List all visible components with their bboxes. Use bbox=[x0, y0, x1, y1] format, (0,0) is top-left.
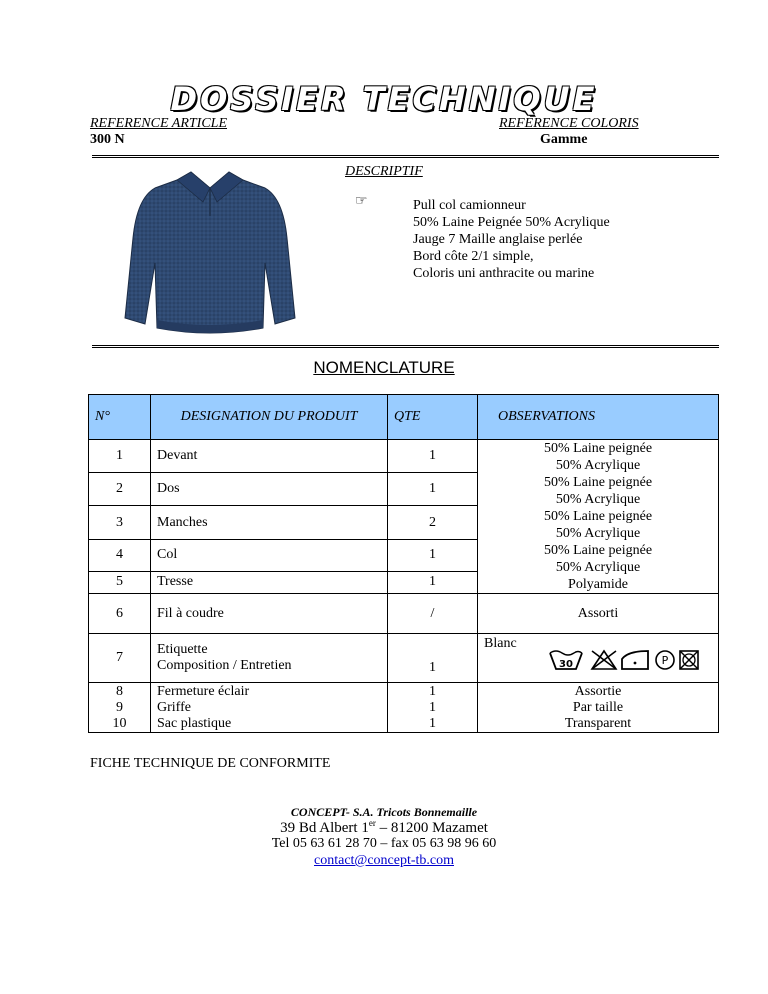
cell-qte: 1 bbox=[429, 699, 436, 715]
obs-line: 50% Laine peignée bbox=[543, 475, 653, 490]
obs-line: 50% Laine peignée bbox=[543, 509, 653, 524]
table-row bbox=[89, 440, 719, 473]
cell-designation: Sac plastique bbox=[157, 715, 232, 731]
sweater-image bbox=[115, 168, 305, 338]
nomenclature-table bbox=[88, 394, 719, 733]
svg-text:P: P bbox=[661, 654, 669, 667]
cell-num: 7 bbox=[89, 634, 151, 683]
table-header-row bbox=[89, 395, 719, 440]
obs-line: Polyamide bbox=[568, 577, 628, 592]
cell-designation: Manches bbox=[151, 506, 388, 539]
nomenclature-title: NOMENCLATURE bbox=[313, 358, 455, 377]
cell-observation: Assorti bbox=[478, 594, 719, 634]
cell-observation: Par taille bbox=[572, 699, 624, 715]
footer-phone: Tel 05 63 61 28 70 – fax 05 63 98 96 60 bbox=[271, 836, 497, 851]
cell-designation-group bbox=[151, 683, 388, 733]
top-divider bbox=[92, 155, 719, 158]
cell-observations-group bbox=[478, 440, 719, 594]
svg-text:30: 30 bbox=[559, 659, 573, 670]
iron-icon bbox=[622, 651, 648, 669]
cell-num: 9 bbox=[116, 699, 123, 715]
footer-company: CONCEPT- S.A. Tricots Bonnemaille bbox=[290, 805, 478, 819]
descriptif-line: Jauge 7 Maille anglaise perlée bbox=[413, 232, 583, 247]
no-tumble-dry-icon bbox=[680, 651, 698, 669]
middle-divider bbox=[92, 345, 719, 348]
cell-num: 8 bbox=[116, 683, 123, 699]
cell-qte: 1 bbox=[429, 683, 436, 699]
cell-designation: Griffe bbox=[157, 699, 191, 715]
cell-designation: Fermeture éclair bbox=[157, 683, 250, 699]
header-designation: DESIGNATION DU PRODUIT bbox=[151, 395, 388, 440]
pointing-hand-icon: ☞ bbox=[355, 193, 368, 209]
cell-designation: Devant bbox=[151, 440, 388, 473]
cell-num: 4 bbox=[89, 539, 151, 571]
cell-num: 2 bbox=[89, 473, 151, 506]
cell-qte: 1 bbox=[388, 440, 478, 473]
obs-line: 50% Laine peignée bbox=[543, 543, 653, 558]
descriptif-line: Coloris uni anthracite ou marine bbox=[413, 266, 595, 281]
address-sup: er bbox=[368, 818, 376, 828]
cell-qte: 1 bbox=[388, 473, 478, 506]
address-part: – 81200 Mazamet bbox=[375, 820, 488, 836]
cell-qte: 1 bbox=[388, 571, 478, 593]
cell-designation: Fil à coudre bbox=[151, 594, 388, 634]
designation-line: Composition / Entretien bbox=[157, 658, 292, 673]
ref-article-value: 300 N bbox=[90, 132, 125, 147]
table-row-group bbox=[89, 683, 719, 733]
cell-num: 6 bbox=[89, 594, 151, 634]
descriptif-label: DESCRIPTIF bbox=[345, 164, 423, 179]
header-num: N° bbox=[89, 395, 151, 440]
cell-num: 1 bbox=[89, 440, 151, 473]
cell-designation: Col bbox=[151, 539, 388, 571]
cell-observation: Assortie bbox=[574, 683, 622, 699]
designation-line: Etiquette bbox=[157, 642, 208, 657]
ref-coloris-value: Gamme bbox=[540, 132, 588, 147]
wash-30-icon bbox=[550, 651, 582, 670]
document-title: DOSSIER TECHNIQUE bbox=[170, 80, 598, 118]
cell-qte: / bbox=[388, 594, 478, 634]
header-qte: QTE bbox=[388, 395, 478, 440]
cell-designation bbox=[151, 634, 388, 683]
observation-blanc: Blanc bbox=[484, 636, 517, 651]
cell-qte: 1 bbox=[388, 634, 478, 683]
table-row bbox=[89, 594, 719, 634]
cell-observation: Transparent bbox=[564, 715, 632, 731]
dry-clean-p-icon bbox=[656, 651, 674, 669]
footer-email-link[interactable]: contact@concept-tb.com bbox=[314, 853, 454, 868]
cell-num-group bbox=[89, 683, 151, 733]
cell-qte: 2 bbox=[388, 506, 478, 539]
cell-qte: 1 bbox=[429, 715, 436, 731]
header-observations: OBSERVATIONS bbox=[478, 395, 719, 440]
cell-qte: 1 bbox=[388, 539, 478, 571]
obs-line: 50% Acrylique bbox=[555, 458, 641, 473]
address-part: 39 Bd Albert 1 bbox=[280, 820, 369, 836]
cell-designation: Dos bbox=[151, 473, 388, 506]
cell-num: 10 bbox=[112, 715, 127, 731]
cell-designation: Tresse bbox=[151, 571, 388, 593]
no-bleach-icon bbox=[592, 651, 616, 669]
descriptif-line: 50% Laine Peignée 50% Acrylique bbox=[413, 215, 610, 230]
descriptif-line: Bord côte 2/1 simple, bbox=[413, 249, 534, 264]
footer-address bbox=[0, 818, 768, 837]
obs-line: 50% Laine peignée bbox=[543, 441, 653, 456]
fiche-title: FICHE TECHNIQUE DE CONFORMITE bbox=[90, 756, 331, 771]
ref-article-label: REFERENCE ARTICLE bbox=[90, 116, 228, 131]
obs-line: 50% Acrylique bbox=[555, 492, 641, 507]
obs-line: 50% Acrylique bbox=[555, 560, 641, 575]
care-symbols bbox=[548, 647, 710, 673]
cell-observation-group bbox=[478, 683, 719, 733]
descriptif-line: Pull col camionneur bbox=[413, 198, 526, 213]
obs-line: 50% Acrylique bbox=[555, 526, 641, 541]
cell-qte-group bbox=[388, 683, 478, 733]
descriptif-text bbox=[413, 197, 610, 282]
cell-num: 5 bbox=[89, 571, 151, 593]
ref-coloris-label: REFERENCE COLORIS bbox=[499, 116, 639, 131]
cell-num: 3 bbox=[89, 506, 151, 539]
